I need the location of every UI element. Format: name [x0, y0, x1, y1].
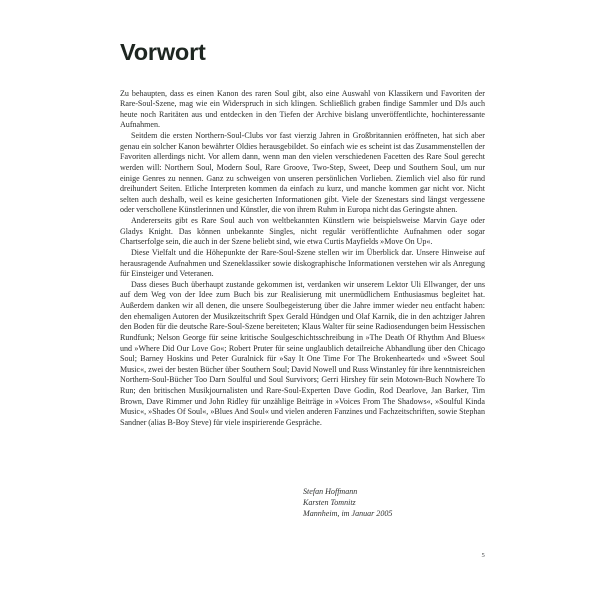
body-text — [120, 89, 485, 429]
signature-block — [303, 487, 493, 520]
signature-author-one: Stefan Hoffmann — [303, 487, 358, 496]
page-title: Vorwort — [120, 39, 206, 65]
paragraph: Seitdem die ersten Northern-Soul-Clubs vor fast vierzig Jahren in Großbritannien eröffneten, hat sich aber genau ein solcher Kanon bewährter Oldies herausgebildet. So einfach wie es scheint ist das Zusammenstellen der Favoriten allerdings nicht. Vor allem dann, wenn man den vielen verschiedenen Facetten des Rare Soul gerecht werden will: Northern Soul, Modern Soul, Rare Groove, Two-Step, Sweet, Deep und Southern Soul, um nur einige Genres zu nennen. Ganz zu schweigen von unseren persönlichen Vorlieben. Ziemlich viel also für rund dreihundert Seiten. Etliche Interpreten kommen da einfach zu kurz, und manche kommen gar nicht vor. Nicht selten auch deshalb, weil es keine gesicherten Informationen gibt. Viele der Szenestars sind längst vergessene oder verschollene Künstlerinnen und Künstler, die von ihrem Ruhm in Europa nicht das Geringste ahnen. — [120, 131, 485, 215]
paragraph: Andererseits gibt es Rare Soul auch von weltbekannten Künstlern wie beispielsweise Marvin Gaye oder Gladys Knight. Das können unbekannte Singles, nicht regulär veröffentlichte Aufnahmen oder sogar Chartserfolge sein, die auch in der Szene beliebt sind, wie etwa Curtis Mayfields »Move On Up«. — [120, 216, 485, 247]
paragraph: Zu behaupten, dass es einen Kanon des raren Soul gibt, also eine Auswahl von Klassikern und Favoriten der Rare-Soul-Szene, mag wie ein Widerspruch in sich klingen. Schließlich graben findige Sammler und DJs auch heute noch Raritäten aus und entdecken in den Tiefen der Archive bislang unveröffentlichte, hochinteressante Aufnahmen. — [120, 88, 485, 130]
paragraph: Diese Vielfalt und die Höhepunkte der Rare-Soul-Szene stellen wir im Überblick dar. Unsere Hinweise auf herausragende Aufnahmen und Szeneklassiker sowie diskographische Informationen verstehen wir als Anregung für Einsteiger und Veteranen. — [120, 247, 485, 279]
page-number: 5 — [481, 552, 485, 559]
paragraph: Dass dieses Buch überhaupt zustande gekommen ist, verdanken wir unserem Lektor Uli Ellwanger, der uns auf dem Weg von der Idee zum Buch bis zur Realisierung mit unermüdlichem Enthusiasmus begleitet hat. Außerdem danken wir all denen, die unsere Soulbegeisterung über die Jahre immer wieder neu entfacht haben: den ehemaligen Autoren der Musikzeitschrift Spex Gerald Hündgen und Olaf Karnik, die in den achtziger Jahren den Boden für die deutsche Rare-Soul-Szene bereiteten; Klaus Walter für seine Radiosendungen beim Hessischen Rundfunk; Nelson George für seine kritische Soulgeschichtsschreibung in »The Death Of Rhythm And Blues« und »Where Did Our Love Go«; Robert Pruter für seine unglaublich detailreiche Abhandlung über den Chicago Soul; Barney Hoskins und Peter Guralnick für »Say It One Time For The Brokenhearted« und »Sweet Soul Music«, zwei der besten Bücher über Southern Soul; David Nowell und Russ Winstanley für ihre kenntnisreichen Northern-Soul-Bücher Too Darn Soulful und Soul Survivors; Gerri Hirshey für sein Motown-Buch Nowhere To Run; den britischen Musikjournalisten und Rare-Soul-Experten Dave Godin, Rod Dearlove, Jan Barker, Tim Brown, Dave Rimmer und John Ridley für unzählige Beiträge in »Voices From The Shadows«, »Soulful Kinda Music«, »Shades Of Soul«, »Blues And Soul« und vielen anderen Fanzines und Fachzeitschriften, sowie Stephan Sandner (alias B-Boy Steve) für viele inspirierende Gespräche. — [120, 279, 485, 427]
signature-place-date: Mannheim, im Januar 2005 — [303, 508, 393, 518]
signature-author-two: Karsten Tomnitz — [303, 497, 356, 507]
text-column — [120, 0, 485, 429]
